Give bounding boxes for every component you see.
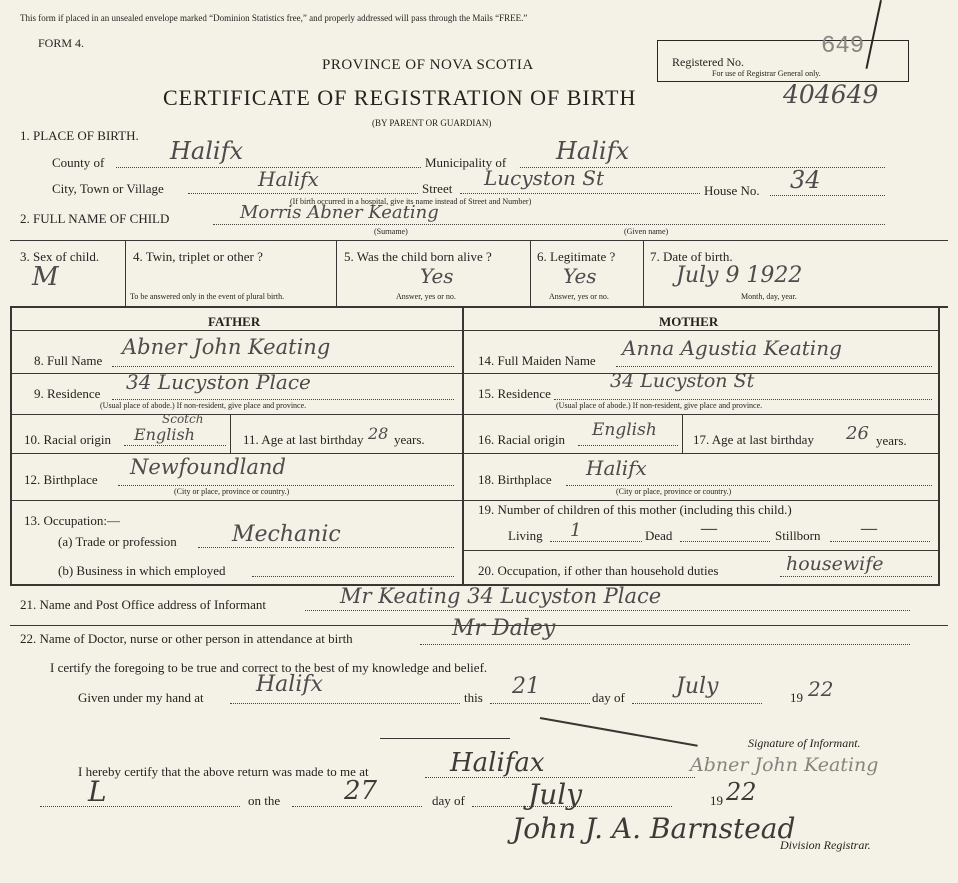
- given-under-label: Given under my hand at: [78, 690, 204, 705]
- child-name-label: 2. FULL NAME OF CHILD: [20, 211, 170, 226]
- father-occupation-label: 13. Occupation:—: [24, 513, 121, 528]
- legitimate-note: Answer, yes or no.: [549, 292, 609, 301]
- mother-name-label: 14. Full Maiden Name: [478, 353, 596, 368]
- father-age-value: 28: [368, 424, 389, 443]
- date-of-birth-note: Month, day, year.: [741, 292, 797, 301]
- mother-residence-note: (Usual place of abode.) If non-resident, give place and province.: [556, 401, 763, 410]
- registrar-place-value: Halifax: [450, 748, 545, 778]
- municipality-value: Halifx: [556, 137, 630, 165]
- mother-age-label: 17. Age at last birthday: [693, 432, 814, 447]
- mother-heading: MOTHER: [659, 314, 719, 329]
- mother-birthplace-note: (City or place, province or country.): [616, 487, 732, 496]
- alive-note: Answer, yes or no.: [396, 292, 456, 301]
- municipality-label: Municipality of: [425, 155, 507, 170]
- registrar-on-the-label: on the: [248, 793, 281, 808]
- child-name-value: Morris Abner Keating: [240, 202, 439, 223]
- father-residence-note: (Usual place of abode.) If non-resident, give place and province.: [100, 401, 307, 410]
- attendant-value: Mr Daley: [452, 616, 556, 641]
- certificate-subtitle: (BY PARENT OR GUARDIAN): [372, 118, 492, 128]
- registrar-month-value: July: [528, 778, 583, 811]
- registered-number-label: Registered No.: [672, 55, 744, 69]
- father-age-years: years.: [394, 432, 425, 447]
- given-day-value: 21: [512, 674, 540, 699]
- alive-label: 5. Was the child born alive ?: [344, 249, 492, 264]
- date-of-birth-label: 7. Date of birth.: [650, 249, 733, 264]
- stillborn-label: Stillborn: [775, 528, 821, 543]
- registered-number-note: For use of Registrar General only.: [712, 69, 821, 78]
- mother-occupation-label: 20. Occupation, if other than household duties: [478, 563, 719, 578]
- province-title: PROVINCE OF NOVA SCOTIA: [322, 57, 534, 73]
- alive-value: Yes: [420, 264, 454, 288]
- father-business-label: (b) Business in which employed: [58, 563, 226, 578]
- mother-birthplace-value: Halifx: [586, 456, 647, 480]
- mother-occupation-value: housewife: [786, 553, 884, 575]
- informant-value: Mr Keating 34 Lucyston Place: [340, 584, 662, 608]
- father-birthplace-value: Newfoundland: [130, 455, 286, 479]
- father-name-label: 8. Full Name: [34, 353, 103, 368]
- given-day-of-label: day of: [592, 690, 625, 705]
- house-number-value: 34: [790, 166, 821, 194]
- informant-label: 21. Name and Post Office address of Informant: [20, 597, 266, 612]
- registered-number-stamp: 649: [821, 33, 865, 60]
- mother-residence-value: 34 Lucyston St: [610, 370, 755, 392]
- registrar-certify-text: I hereby certify that the above return was made to me at: [78, 764, 369, 779]
- mother-residence-label: 15. Residence: [478, 386, 551, 401]
- hospital-note: (If birth occurred in a hospital, give its name instead of Street and Number): [290, 197, 532, 206]
- given-year-value: 22: [808, 677, 834, 701]
- city-label: City, Town or Village: [52, 181, 164, 196]
- living-label: Living: [508, 528, 543, 543]
- twin-note: To be answered only in the event of plural birth.: [130, 292, 285, 301]
- attendant-label: 22. Name of Doctor, nurse or other person in attendance at birth: [20, 631, 353, 646]
- registrar-day-value: 27: [344, 776, 378, 806]
- given-place-value: Halifx: [256, 672, 323, 697]
- house-number-label: House No.: [704, 183, 760, 198]
- stillborn-value: —: [860, 518, 878, 539]
- given-name-note: (Given name): [624, 227, 669, 236]
- father-trade-value: Mechanic: [232, 522, 341, 547]
- given-year-prefix: 19: [790, 690, 803, 705]
- father-birthplace-note: (City or place, province or country.): [174, 487, 290, 496]
- father-residence-label: 9. Residence: [34, 386, 101, 401]
- father-trade-label: (a) Trade or profession: [58, 534, 177, 549]
- given-this-label: this: [464, 690, 483, 705]
- form-number: FORM 4.: [38, 36, 85, 50]
- father-name-value: Abner John Keating: [122, 335, 331, 359]
- father-racial-label: 10. Racial origin: [24, 432, 112, 447]
- father-heading: FATHER: [208, 314, 261, 329]
- registrar-left-mark: L: [88, 775, 107, 808]
- father-racial-value: English: [134, 425, 195, 444]
- registrar-year-value: 22: [726, 778, 757, 806]
- street-value: Lucyston St: [484, 166, 604, 190]
- registrar-signature-label: Division Registrar.: [780, 838, 871, 852]
- dead-value: —: [700, 518, 718, 539]
- children-count-label: 19. Number of children of this mother (including this child.): [478, 502, 792, 517]
- city-value: Halifx: [258, 167, 319, 191]
- registrar-year-prefix: 19: [710, 793, 723, 808]
- legitimate-label: 6. Legitimate ?: [537, 249, 616, 264]
- father-residence-value: 34 Lucyston Place: [126, 370, 311, 394]
- mother-age-value: 26: [846, 423, 869, 444]
- surname-note: (Surname): [374, 227, 408, 236]
- given-month-value: July: [676, 674, 719, 699]
- father-birthplace-label: 12. Birthplace: [24, 472, 98, 487]
- street-label: Street: [422, 181, 453, 196]
- informant-signature-label: Signature of Informant.: [748, 736, 861, 750]
- certificate-number: 404649: [783, 80, 879, 109]
- date-of-birth-value: July 9 1922: [676, 263, 803, 288]
- dead-label: Dead: [645, 528, 673, 543]
- place-of-birth-label: 1. PLACE OF BIRTH.: [20, 128, 139, 143]
- father-racial-extra: Scotch: [162, 412, 204, 426]
- registrar-day-of-label: day of: [432, 793, 465, 808]
- mother-age-years: years.: [876, 433, 907, 448]
- informant-signature: Abner John Keating: [690, 754, 879, 776]
- mother-racial-label: 16. Racial origin: [478, 432, 566, 447]
- father-age-label: 11. Age at last birthday: [243, 432, 364, 447]
- sex-value: M: [32, 262, 59, 292]
- mother-birthplace-label: 18. Birthplace: [478, 472, 552, 487]
- mother-racial-value: English: [592, 420, 657, 440]
- county-value: Halifx: [170, 137, 244, 165]
- legitimate-value: Yes: [563, 264, 597, 288]
- registrar-signature: John J. A. Barnstead: [512, 812, 796, 845]
- twin-label: 4. Twin, triplet or other ?: [133, 249, 263, 264]
- sex-label: 3. Sex of child.: [20, 249, 100, 264]
- living-value: 1: [570, 520, 582, 541]
- mail-notice: This form if placed in an unsealed envelope marked “Dominion Statistics free,” and properly addressed will pass through the Mails “FREE.”: [20, 13, 528, 23]
- county-label: County of: [52, 155, 105, 170]
- registered-number-box: [657, 33, 909, 82]
- certificate-title: CERTIFICATE OF REGISTRATION OF BIRTH: [163, 85, 637, 110]
- mother-name-value: Anna Agustia Keating: [622, 336, 842, 360]
- certify-text: I certify the foregoing to be true and correct to the best of my knowledge and belief.: [50, 660, 488, 675]
